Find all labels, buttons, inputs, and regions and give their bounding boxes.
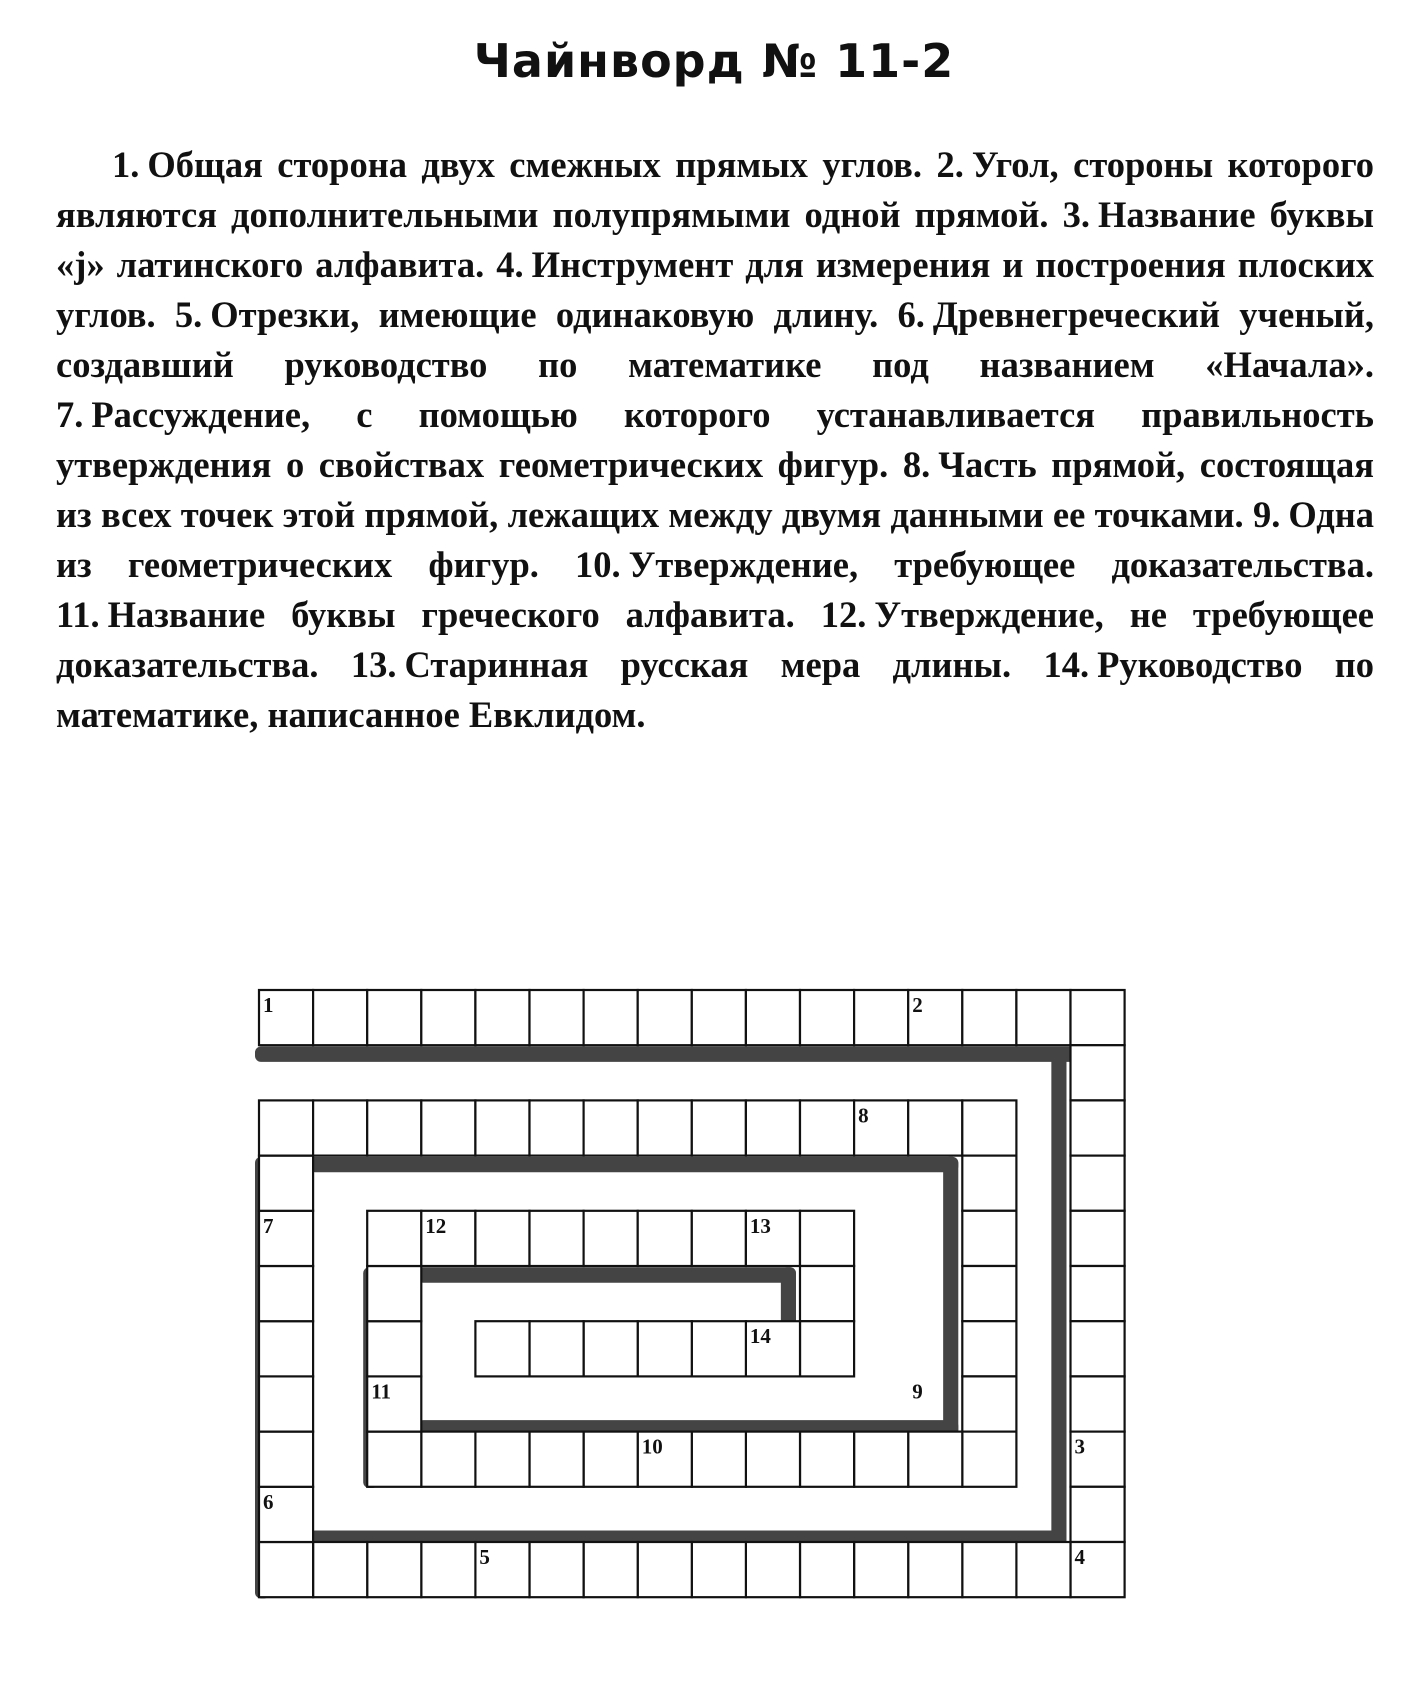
- clue-text: Старинная русская мера длины.: [404, 644, 1012, 685]
- cell-number-8: 8: [858, 1103, 869, 1128]
- grid-cell[interactable]: [692, 1542, 746, 1597]
- clue-text: Угол, стороны которого являются дополнительными полупрямыми одной прямой.: [56, 144, 1375, 235]
- grid-cell[interactable]: [367, 1211, 421, 1266]
- shadow-band: [1051, 1046, 1066, 1559]
- grid-cell[interactable]: [638, 1321, 692, 1376]
- grid-cell[interactable]: [1071, 1100, 1125, 1155]
- clue-5: [175, 294, 878, 335]
- grid-cell[interactable]: [475, 1100, 529, 1155]
- grid-cell[interactable]: [530, 1542, 584, 1597]
- grid-cell[interactable]: [475, 1432, 529, 1487]
- grid-cell[interactable]: [800, 1321, 854, 1376]
- clue-number: 10.: [575, 544, 621, 585]
- clue-number: 7.: [56, 394, 84, 435]
- grid-cell[interactable]: [584, 1432, 638, 1487]
- grid-cell[interactable]: [692, 1321, 746, 1376]
- grid-cell[interactable]: [962, 1321, 1016, 1376]
- grid-cell[interactable]: [908, 1100, 962, 1155]
- grid-cell[interactable]: [584, 1542, 638, 1597]
- grid-cell[interactable]: [259, 1156, 313, 1211]
- clue-text: Инструмент для измерения и построения плоских углов.: [56, 244, 1375, 335]
- grid-cell[interactable]: [421, 1432, 475, 1487]
- grid-cell[interactable]: [908, 1542, 962, 1597]
- shadow-band: [255, 1046, 1121, 1061]
- grid-cell[interactable]: [259, 1542, 313, 1597]
- grid-cell[interactable]: [584, 1321, 638, 1376]
- grid-cell[interactable]: [1071, 990, 1125, 1045]
- grid-cell[interactable]: [800, 1211, 854, 1266]
- grid-cell[interactable]: [367, 990, 421, 1045]
- clue-text: Название буквы «j» латинского алфавита.: [56, 194, 1375, 285]
- grid-cell[interactable]: [1071, 1266, 1125, 1321]
- clue-text: Рассуждение, с помощью которого устанавливается правильность утверждения о свойствах геометрических фигур.: [56, 394, 1374, 485]
- clue-text: Древнегреческий ученый, создавший руководство по математике под названием «Начала».: [56, 294, 1375, 385]
- clue-text: Утверждение, требующее доказательства.: [628, 544, 1374, 585]
- grid-cell[interactable]: [584, 1211, 638, 1266]
- grid-cell[interactable]: [962, 1100, 1016, 1155]
- grid-cell[interactable]: [259, 1266, 313, 1321]
- clue-number: 2.: [936, 144, 964, 185]
- grid-cell[interactable]: [638, 990, 692, 1045]
- grid-cell[interactable]: [530, 1100, 584, 1155]
- grid-cell[interactable]: [259, 1376, 313, 1431]
- cell-number-6: 6: [263, 1489, 274, 1514]
- clue-number: 6.: [897, 294, 925, 335]
- grid-cell[interactable]: [1071, 1376, 1125, 1431]
- grid-cell[interactable]: [854, 1542, 908, 1597]
- grid-cell[interactable]: [530, 1432, 584, 1487]
- grid-cell[interactable]: [962, 1432, 1016, 1487]
- grid-cell[interactable]: [367, 1266, 421, 1321]
- cell-number-14: 14: [749, 1324, 771, 1349]
- grid-cell[interactable]: [475, 1211, 529, 1266]
- grid-cell[interactable]: [1071, 1156, 1125, 1211]
- grid-cell[interactable]: [638, 1100, 692, 1155]
- grid-cell[interactable]: [638, 1542, 692, 1597]
- clue-text: Утверждение, не требующее доказательства.: [56, 594, 1374, 685]
- clue-number: 1.: [112, 144, 140, 185]
- clue-number: 3.: [1062, 194, 1090, 235]
- grid-cell[interactable]: [800, 1432, 854, 1487]
- clue-number: 5.: [174, 294, 203, 335]
- grid-cell[interactable]: [908, 1432, 962, 1487]
- grid-cell[interactable]: [854, 990, 908, 1045]
- cell-number-3: 3: [1074, 1434, 1085, 1459]
- clue-number: 9.: [1252, 494, 1281, 535]
- grid-cell[interactable]: [962, 1211, 1016, 1266]
- grid-cell[interactable]: [530, 1321, 584, 1376]
- clue-10: [575, 544, 1374, 585]
- clue-number: 4.: [496, 244, 524, 285]
- grid-cell[interactable]: [962, 1266, 1016, 1321]
- grid-cell[interactable]: [313, 1542, 367, 1597]
- cell-number-9: 9: [912, 1379, 923, 1404]
- shadow-band: [309, 1157, 958, 1172]
- clue-number: 8.: [902, 444, 931, 485]
- grid-cell[interactable]: [800, 1542, 854, 1597]
- grid-cell[interactable]: [530, 1211, 584, 1266]
- grid-cell[interactable]: [367, 1542, 421, 1597]
- grid-cell[interactable]: [475, 990, 529, 1045]
- grid-cell[interactable]: [746, 990, 800, 1045]
- grid-cell[interactable]: [1016, 1542, 1070, 1597]
- cell-number-5: 5: [479, 1545, 490, 1569]
- grid-cell[interactable]: [367, 1321, 421, 1376]
- chainword-grid: [245, 985, 1207, 1680]
- grid-cell[interactable]: [421, 1100, 475, 1155]
- grid-cell[interactable]: [800, 1266, 854, 1321]
- grid-cell[interactable]: [746, 1100, 800, 1155]
- shadow-band: [417, 1267, 796, 1282]
- grid-cell[interactable]: [421, 990, 475, 1045]
- grid-cell[interactable]: [421, 1542, 475, 1597]
- grid-cell[interactable]: [746, 1542, 800, 1597]
- chainword-grid-svg: [245, 985, 1207, 1680]
- grid-cell[interactable]: [962, 1542, 1016, 1597]
- grid-cell[interactable]: [584, 1100, 638, 1155]
- grid-cell[interactable]: [367, 1100, 421, 1155]
- grid-cell[interactable]: [313, 990, 367, 1045]
- grid-cell[interactable]: [692, 1211, 746, 1266]
- cell-number-1: 1: [263, 993, 274, 1017]
- grid-cell[interactable]: [259, 1100, 313, 1155]
- clue-text: Общая сторона двух смежных прямых углов.: [147, 144, 923, 185]
- cell-number-4: 4: [1074, 1545, 1085, 1569]
- grid-cell[interactable]: [692, 1432, 746, 1487]
- grid-cell[interactable]: [800, 990, 854, 1045]
- grid-cell[interactable]: [800, 1100, 854, 1155]
- clue-list: [56, 140, 1374, 740]
- grid-cell[interactable]: [313, 1100, 367, 1155]
- grid-cell[interactable]: [692, 990, 746, 1045]
- clue-number: 11.: [56, 594, 100, 635]
- clue-13: [351, 644, 1011, 685]
- grid-cell[interactable]: [367, 1432, 421, 1487]
- grid-cell[interactable]: [638, 1211, 692, 1266]
- grid-cell[interactable]: [854, 1432, 908, 1487]
- grid-cell[interactable]: [259, 1321, 313, 1376]
- grid-cell[interactable]: [1071, 1045, 1125, 1100]
- clue-text: Часть прямой, состоящая из всех точек этой прямой, лежащих между двумя данными ее точками.: [56, 444, 1374, 535]
- grid-cell[interactable]: [1071, 1487, 1125, 1542]
- cell-number-11: 11: [371, 1379, 392, 1404]
- clue-text: Одна из геометрических фигур.: [56, 494, 1375, 585]
- grid-cell[interactable]: [1071, 1321, 1125, 1376]
- cell-number-10: 10: [641, 1434, 663, 1459]
- clue-11: [56, 594, 795, 635]
- grid-cell[interactable]: [530, 990, 584, 1045]
- cell-number-7: 7: [263, 1213, 274, 1238]
- shadow-band: [943, 1157, 958, 1450]
- page-title: Чайнворд № 11-2: [473, 34, 955, 88]
- grid-cell[interactable]: [962, 990, 1016, 1045]
- clue-number: 13.: [350, 644, 397, 685]
- grid-cell[interactable]: [962, 1376, 1016, 1431]
- clue-text: Руководство по математике, написанное Евклидом.: [56, 644, 1375, 735]
- clue-1: [112, 144, 922, 185]
- cell-number-13: 13: [749, 1213, 771, 1238]
- grid-cell[interactable]: [1071, 1211, 1125, 1266]
- cell-number-2: 2: [912, 993, 923, 1017]
- clue-text: Название буквы греческого алфавита.: [107, 594, 795, 635]
- grid-cell[interactable]: [584, 990, 638, 1045]
- clue-number: 14.: [1043, 644, 1090, 685]
- clue-text: Отрезки, имеющие одинаковую длину.: [210, 294, 879, 335]
- grid-cell[interactable]: [962, 1156, 1016, 1211]
- grid-cell[interactable]: [746, 1432, 800, 1487]
- grid-cell[interactable]: [475, 1321, 529, 1376]
- grid-cell[interactable]: [692, 1100, 746, 1155]
- grid-cells: [259, 990, 1125, 1597]
- clue-number: 12.: [820, 594, 867, 635]
- cell-number-12: 12: [425, 1213, 447, 1238]
- grid-cell[interactable]: [259, 1432, 313, 1487]
- grid-cell[interactable]: [1016, 990, 1070, 1045]
